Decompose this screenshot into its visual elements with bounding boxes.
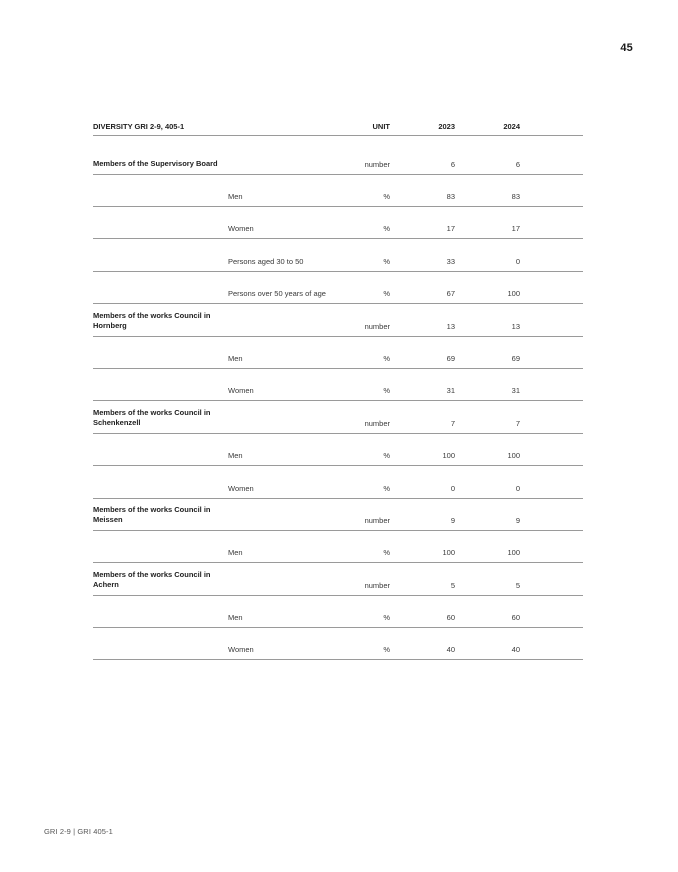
- row-value-2023: 9: [450, 515, 455, 525]
- row-unit: %: [383, 613, 390, 623]
- row-value-2024: 40: [511, 645, 520, 655]
- row-value-2024: 9: [515, 515, 520, 525]
- row-value-2024: 7: [515, 418, 520, 428]
- table-header: [93, 118, 583, 136]
- row-value-2024: 17: [511, 224, 520, 234]
- row-unit: number: [364, 321, 390, 331]
- row-value-2024: 69: [511, 353, 520, 363]
- table-row: [93, 401, 583, 433]
- row-unit: number: [364, 580, 390, 590]
- table-row: [93, 272, 583, 304]
- row-sub-label: Women: [228, 483, 254, 493]
- row-group-label: Members of the Supervisory Board: [93, 158, 218, 168]
- row-unit: %: [383, 483, 390, 493]
- table-row: [93, 304, 583, 336]
- row-unit: %: [383, 451, 390, 461]
- table-row: [93, 207, 583, 239]
- table-row: [93, 466, 583, 498]
- row-value-2023: 40: [446, 645, 455, 655]
- row-sub-label: Persons over 50 years of age: [228, 289, 326, 299]
- table-row: [93, 499, 583, 531]
- table-row: [93, 563, 583, 595]
- row-group-label: Members of the works Council in Achern: [93, 569, 211, 589]
- page-number: 45: [620, 42, 633, 54]
- row-value-2024: 0: [515, 256, 520, 266]
- row-value-2023: 100: [442, 548, 455, 558]
- header-2024: 2024: [503, 122, 520, 131]
- table-row: [93, 434, 583, 466]
- table-row: [93, 628, 583, 660]
- row-value-2023: 31: [446, 386, 455, 396]
- row-value-2024: 100: [507, 548, 520, 558]
- row-value-2023: 0: [450, 483, 455, 493]
- row-value-2023: 6: [450, 159, 455, 169]
- row-sub-label: Women: [228, 386, 254, 396]
- row-value-2023: 67: [446, 289, 455, 299]
- row-value-2023: 33: [446, 256, 455, 266]
- row-value-2024: 100: [507, 289, 520, 299]
- row-unit: %: [383, 191, 390, 201]
- row-value-2023: 7: [450, 418, 455, 428]
- row-unit: %: [383, 224, 390, 234]
- row-value-2024: 60: [511, 613, 520, 623]
- row-unit: %: [383, 289, 390, 299]
- row-sub-label: Men: [228, 191, 243, 201]
- row-sub-label: Women: [228, 224, 254, 234]
- row-group-label: Members of the works Council in Hornberg: [93, 310, 211, 330]
- row-sub-label: Men: [228, 548, 243, 558]
- table-row: [93, 136, 583, 175]
- row-value-2024: 5: [515, 580, 520, 590]
- footer-reference: GRI 2-9 | GRI 405-1: [44, 827, 113, 836]
- row-unit: number: [364, 159, 390, 169]
- row-value-2023: 13: [446, 321, 455, 331]
- row-value-2023: 17: [446, 224, 455, 234]
- table-row: [93, 175, 583, 207]
- header-2023: 2023: [438, 122, 455, 131]
- row-value-2024: 100: [507, 451, 520, 461]
- row-unit: %: [383, 386, 390, 396]
- row-group-label: Members of the works Council in Schenkenzell: [93, 407, 211, 427]
- table-row: [93, 531, 583, 563]
- row-value-2024: 13: [511, 321, 520, 331]
- header-metric: DIVERSITY GRI 2-9, 405-1: [93, 122, 185, 131]
- row-sub-label: Persons aged 30 to 50: [228, 256, 304, 266]
- row-unit: number: [364, 515, 390, 525]
- row-value-2024: 6: [515, 159, 520, 169]
- table-row: [93, 239, 583, 271]
- header-unit: UNIT: [372, 122, 390, 131]
- row-sub-label: Men: [228, 451, 243, 461]
- row-value-2023: 60: [446, 613, 455, 623]
- row-unit: %: [383, 353, 390, 363]
- table-row: [93, 596, 583, 628]
- diversity-table: [93, 118, 583, 660]
- row-unit: %: [383, 256, 390, 266]
- row-value-2023: 83: [446, 191, 455, 201]
- row-unit: %: [383, 645, 390, 655]
- row-sub-label: Men: [228, 353, 243, 363]
- table-body: [93, 136, 583, 660]
- row-sub-label: Men: [228, 613, 243, 623]
- row-group-label: Members of the works Council in Meissen: [93, 504, 211, 524]
- row-sub-label: Women: [228, 645, 254, 655]
- row-value-2024: 83: [511, 191, 520, 201]
- row-unit: number: [364, 418, 390, 428]
- table-row: [93, 337, 583, 369]
- row-value-2024: 31: [511, 386, 520, 396]
- row-value-2023: 100: [442, 451, 455, 461]
- row-value-2023: 69: [446, 353, 455, 363]
- row-value-2024: 0: [515, 483, 520, 493]
- row-unit: %: [383, 548, 390, 558]
- row-value-2023: 5: [450, 580, 455, 590]
- table-row: [93, 369, 583, 401]
